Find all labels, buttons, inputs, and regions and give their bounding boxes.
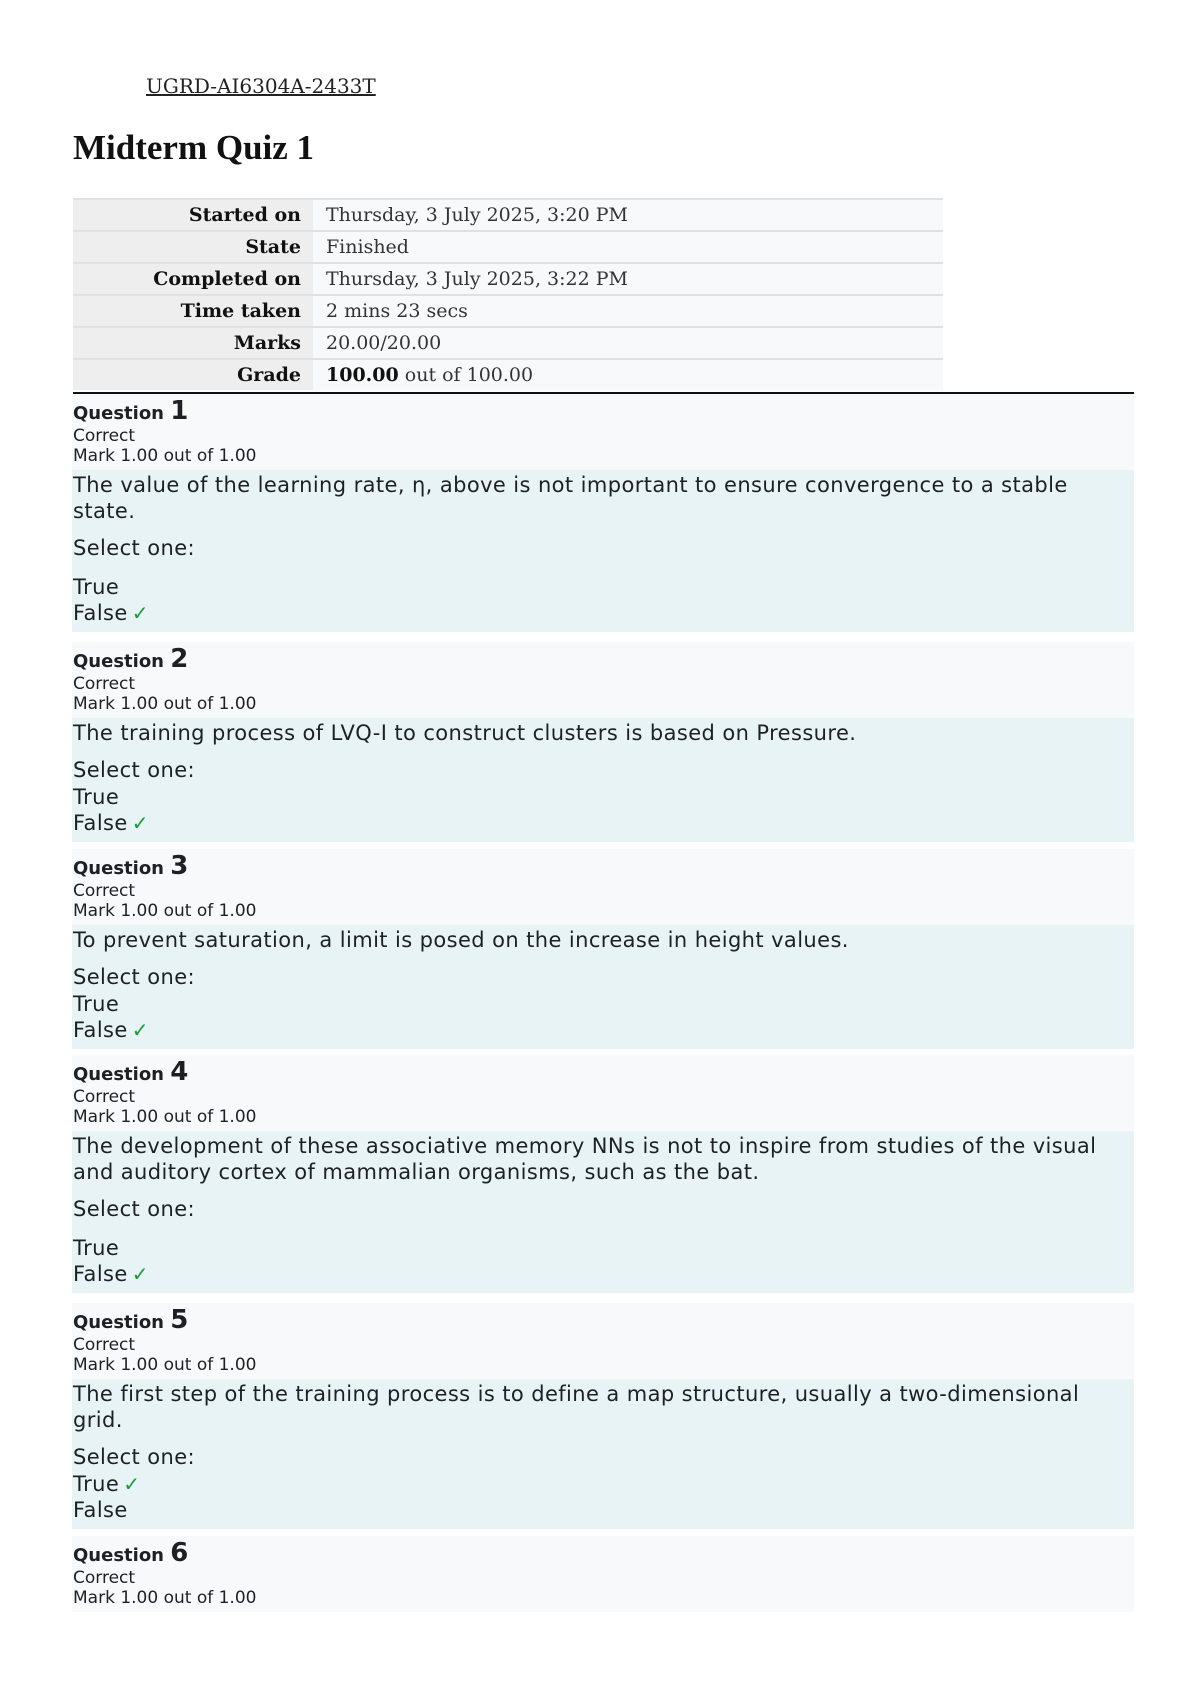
question-number: Question 4 [73,1057,189,1087]
summary-value: Thursday, 3 July 2025, 3:22 PM [313,263,943,295]
summary-label: Marks [73,327,313,359]
summary-label: Completed on [73,263,313,295]
grade-out-of: out of 100.00 [404,364,534,386]
summary-row-state [73,231,943,263]
question-2 [72,642,1134,842]
summary-label: Started on [73,199,313,231]
select-one-prompt: Select one: [73,536,196,560]
question-state: Correct [73,881,136,901]
answer-option-false[interactable]: False ✓ [73,1262,149,1286]
answer-option-true[interactable]: True [73,992,120,1016]
summary-row-grade [73,359,943,390]
question-number: Question 3 [73,851,189,881]
question-grade: Mark 1.00 out of 1.00 [73,446,257,466]
question-text: To prevent saturation, a limit is posed on the increase in height values. [73,928,849,952]
summary-value: Finished [313,231,943,263]
answer-options [73,991,1133,1043]
question-text: The training process of LVQ-I to construct clusters is based on Pressure. [73,721,857,745]
summary-row-completed [73,263,943,295]
answer-options [73,1471,1133,1523]
question-state: Correct [73,1335,136,1355]
select-one-prompt: Select one: [73,1445,196,1469]
answer-options [73,574,1133,626]
answer-options [73,1235,1133,1287]
quiz-summary-table [73,198,943,390]
question-state: Correct [73,1568,136,1588]
answer-option-true[interactable]: True [73,1236,120,1260]
summary-label: State [73,231,313,263]
page-title: Midterm Quiz 1 [73,128,315,167]
question-info [72,1303,1134,1379]
correct-check-icon: ✓ [123,1472,141,1496]
question-info [72,394,1134,470]
answer-option-true[interactable]: True [73,785,120,809]
summary-label: Time taken [73,295,313,327]
answer-option-false[interactable]: False ✓ [73,1018,149,1042]
question-content [72,718,1134,842]
question-grade: Mark 1.00 out of 1.00 [73,1107,257,1127]
question-content [72,1379,1134,1529]
select-one-prompt: Select one: [73,965,196,989]
question-3 [72,849,1134,1049]
answer-option-false[interactable]: False [73,1498,128,1522]
question-state: Correct [73,1087,136,1107]
question-content [72,1131,1134,1293]
select-one-prompt: Select one: [73,758,196,782]
question-grade: Mark 1.00 out of 1.00 [73,694,257,714]
select-one-prompt: Select one: [73,1197,196,1221]
question-5 [72,1303,1134,1529]
question-4 [72,1055,1134,1293]
question-text: The first step of the training process is to define a map structure, usually a two-dimensional grid. [73,1382,1080,1432]
summary-row-time-taken [73,295,943,327]
question-number: Question 2 [73,644,189,674]
question-number: Question 5 [73,1305,189,1335]
question-content [72,470,1134,632]
answer-option-true[interactable]: True ✓ [73,1472,141,1496]
question-grade: Mark 1.00 out of 1.00 [73,1588,257,1608]
answer-option-false[interactable]: False ✓ [73,811,149,835]
question-6 [72,1536,1134,1612]
question-state: Correct [73,426,136,446]
question-1 [72,394,1134,632]
question-info [72,1536,1134,1612]
question-number: Question 6 [73,1538,189,1568]
correct-check-icon: ✓ [131,1262,149,1286]
summary-value: Thursday, 3 July 2025, 3:20 PM [313,199,943,231]
question-content [72,925,1134,1049]
question-number: Question 1 [73,396,189,426]
question-info [72,1055,1134,1131]
question-text: The value of the learning rate, η, above is not important to ensure convergence to a stable state. [73,473,1068,523]
summary-row-started [73,199,943,231]
question-grade: Mark 1.00 out of 1.00 [73,1355,257,1375]
summary-label: Grade [73,359,313,390]
summary-value: 2 mins 23 secs [313,295,943,327]
question-text: The development of these associative memory NNs is not to inspire from studies of the visual and auditory cortex of mammalian organisms, such as the bat. [73,1134,1097,1184]
course-breadcrumb-link[interactable]: UGRD-AI6304A-2433T [146,74,376,98]
grade-score: 100.00 [326,364,399,386]
question-info [72,849,1134,925]
answer-option-true[interactable]: True [73,575,120,599]
summary-value: 20.00/20.00 [313,327,943,359]
correct-check-icon: ✓ [131,601,149,625]
question-state: Correct [73,674,136,694]
summary-value [313,359,943,390]
correct-check-icon: ✓ [131,1018,149,1042]
correct-check-icon: ✓ [131,811,149,835]
answer-option-false[interactable]: False ✓ [73,601,149,625]
question-info [72,642,1134,718]
summary-row-marks [73,327,943,359]
answer-options [73,784,1133,836]
question-grade: Mark 1.00 out of 1.00 [73,901,257,921]
